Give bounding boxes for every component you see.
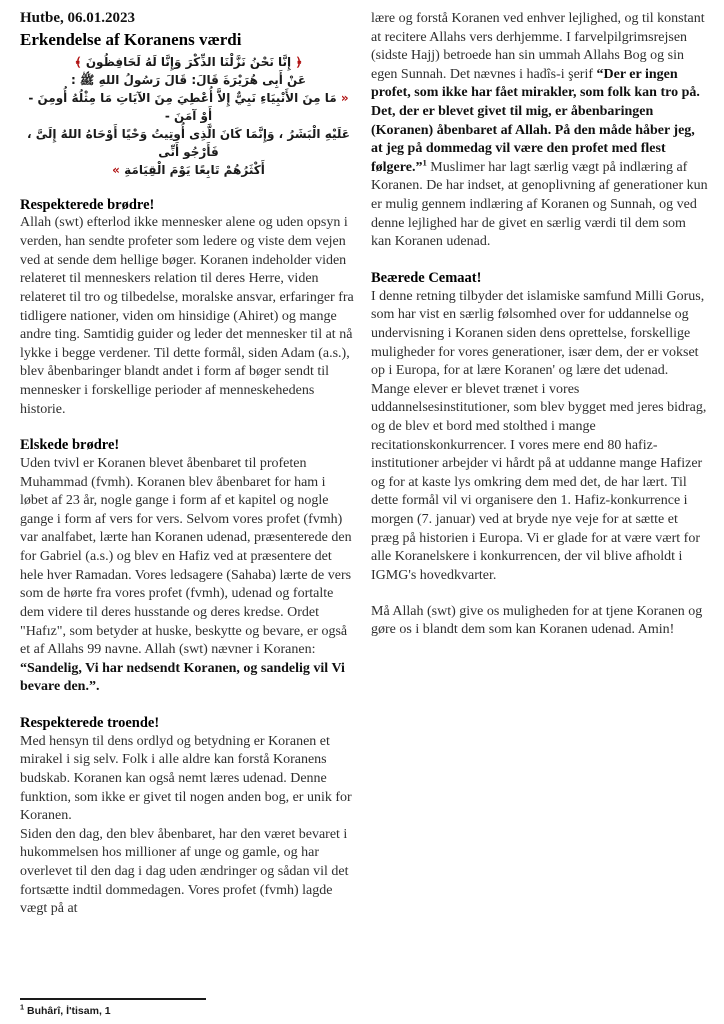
footnote-separator-line — [20, 998, 206, 1000]
footnote-block — [20, 998, 206, 1017]
section4-body: I denne retning tilbyder det islamiske samfund Milli Gorus, som har vist en særlig følsomhed over for uddannelse og undervisning i Koranen siden dens oprettelse, forskellige muligheder for vores generationer, især dem, der er vokset op i Europa, for at lære Koranen' og lære det udenad. Mange elever er blevet trænet i vores uddannelsesinstitutioner, som blev bygget med jeres bidrag, og de blev et bord med stolthed i mange recitationskonkurrencer. I vores mere end 80 hafiz-institutioner arbejder vi hårdt på at uddanne mange Hafizer og for at kaste lys omkring dem med det, de har lært. Til dette formål vil vi organisere den 1. Hafiz-konkurrence i morgen (7. januar) ved at bryde nye veje for at sætte et præg på historien i Europa. Vi er glade for at være vært for alle Koranelskere i konkurrencen, der vil blive afholdt i IGMG's hovedkvarter. — [371, 288, 707, 583]
footnote-citation — [20, 1002, 206, 1017]
section-heading-baerede-cemaat: Beærede Cemaat! — [371, 269, 482, 286]
arabic-hadith-line-3: أَكْثَرُهُمْ تَابِعًا يَوْمَ الْقِيَامَةِ » — [112, 162, 265, 177]
continuation-paragraph: lære og forstå Koranen ved enhver lejlighed, og til konstant at recitere Allahs vers derhjemme. I farvelpilgrimsrejsen (sidste Hajj) betroede han sin ummah Allahs Bog og sin egen Sunnah. Det nævnes i hadîs-i şerif “Der er ingen profet, som ikke har fået mirakler, som folk kan tro på. Det, der er blevet givet til mig, er åbenbaringen (Koranen) åbenbaret af Allah. På den måde håber jeg, at jeg på dommedag vil være den profet med flest følgere.”$^1$ Muslimer har lagt særlig vægt på indlæring af Koranen. De har indset, at genoplivning af generationer kun er mulig gennem indlæring af Koranen og Sunnah, og ved denne lejlighed har de givet en særlig værdi til dem som kan Koranen udenad. — [371, 11, 708, 250]
arabic-hadith-line-2: عَلَيْهِ الْبَشَرُ ، وَإِنَّمَا كَانَ الَّذِى أُوتِيتُ وَحْيًا أَوْحَاهُ اللهُ إِلَىَّ ، فَأَرْجُو أَنِّى — [27, 126, 350, 159]
section-heading-elskede-brodre: Elskede brødre! — [20, 437, 120, 454]
section1-body: Allah (swt) efterlod ikke mennesker alene og uden opsyn i verden, han sendte profeter som ledere og viste dem vejen ved at sende dem hellige bøger. Koranen indeholder viden relateret til menneskers relation til deres Herre, viden relateret til tro og tilbedelse, moralske ansvar, erfaringer fra tidligere nationer, viden om hinsidige (Ahiret) og mange andre ting. Samtidig guider og leder det mennesker til at nå lykke i begge verdener. Til dette formål, siden Adam (a.s.), blev åbenbaringer blandt andet i form af bøger sendt til mennesker i forskellige perioder af menneskehedens historie. — [20, 215, 354, 417]
section3-paragraph-2: Siden den dag, den blev åbenbaret, har den været bevaret i hukommelsen hos millioner af unge og gamle, og har overlevet til den dag i dag uden ændringer og sådan vil det fortsætte indtil dommedagen. Vores profet (fvmh) lagde vægt på at — [20, 826, 349, 917]
arabic-quote-block — [24, 53, 353, 179]
right-column — [371, 10, 708, 919]
footnote-source: Buhârî, İ'tisam, 1 — [27, 1005, 111, 1017]
section-heading-respekterede-brodre: Respekterede brødre! — [20, 196, 155, 213]
section3-paragraph-1: Med hensyn til dens ordlyd og betydning er Koranen et mirakel i sig selv. Folk i alle aldre kan forstå Koranens budskab. Koranen kan også nemt læres udenad. Denne funktion, som ikke er givet til nogen anden bog, er unik for Koranen. — [20, 733, 352, 824]
left-column — [20, 10, 357, 919]
arabic-quran-verse: ﴿ إِنَّا نَحْنُ نَزَّلْنَا الذِّكْرَ وَإِنَّا لَهُ لَحَافِظُونَ ﴾ — [74, 54, 303, 69]
page-title: Erkendelse af Koranens værdi — [20, 30, 242, 50]
closing-prayer-paragraph: Må Allah (swt) give os muligheden for at tjene Koranen og gøre os i blandt dem som kan Koranen udenad. Amin! — [371, 603, 703, 638]
section-heading-respekterede-troende: Respekterede troende! — [20, 714, 160, 731]
footnote-marker: 1 — [20, 1002, 25, 1012]
arabic-narration-line: عَنْ أَبِى هُرَيْرَةَ قَالَ: قَالَ رَسُولُ اللهِ ﷺ : — [70, 72, 307, 87]
section2-body: Uden tvivl er Koranen blevet åbenbaret til profeten Muhammad (fvmh). Koranen blev åbenbaret for ham i løbet af 23 år, nogle gange i form af et kapitel og nogle gange i form af vers for vers. Selvom vores profet (fvmh) var analfabet, lærte han Koranen udenad, præsenterede den for Gabriel (a.s.) og blev en Hafiz ved at præsentere det hele hver Ramadan. Vores ledsagere (Sahaba) lærte de vers som de hørte fra vores profet (fvmh), udenad og fortalte dem videre til deres husstande og deres kredse. Ordet "Hafız", som betyder at huske, beskytte og bevare, er også et af Allahs 99 navne. Allah (swt) nævner i Koranen: “Sandelig, Vi har nedsendt Koranen, og sandelig vil Vi bevare den.”. — [20, 456, 352, 695]
date-line: Hutbe, 06.01.2023 — [20, 10, 136, 26]
arabic-hadith-line-1: « مَا مِنَ الأَنْبِيَاءِ نَبِيٌّ إِلاَّ أُعْطِيَ مِنَ الآيَاتِ مَا مِثْلُهُ أُومِنَ - أَوْ آمَنَ - — [28, 90, 349, 123]
